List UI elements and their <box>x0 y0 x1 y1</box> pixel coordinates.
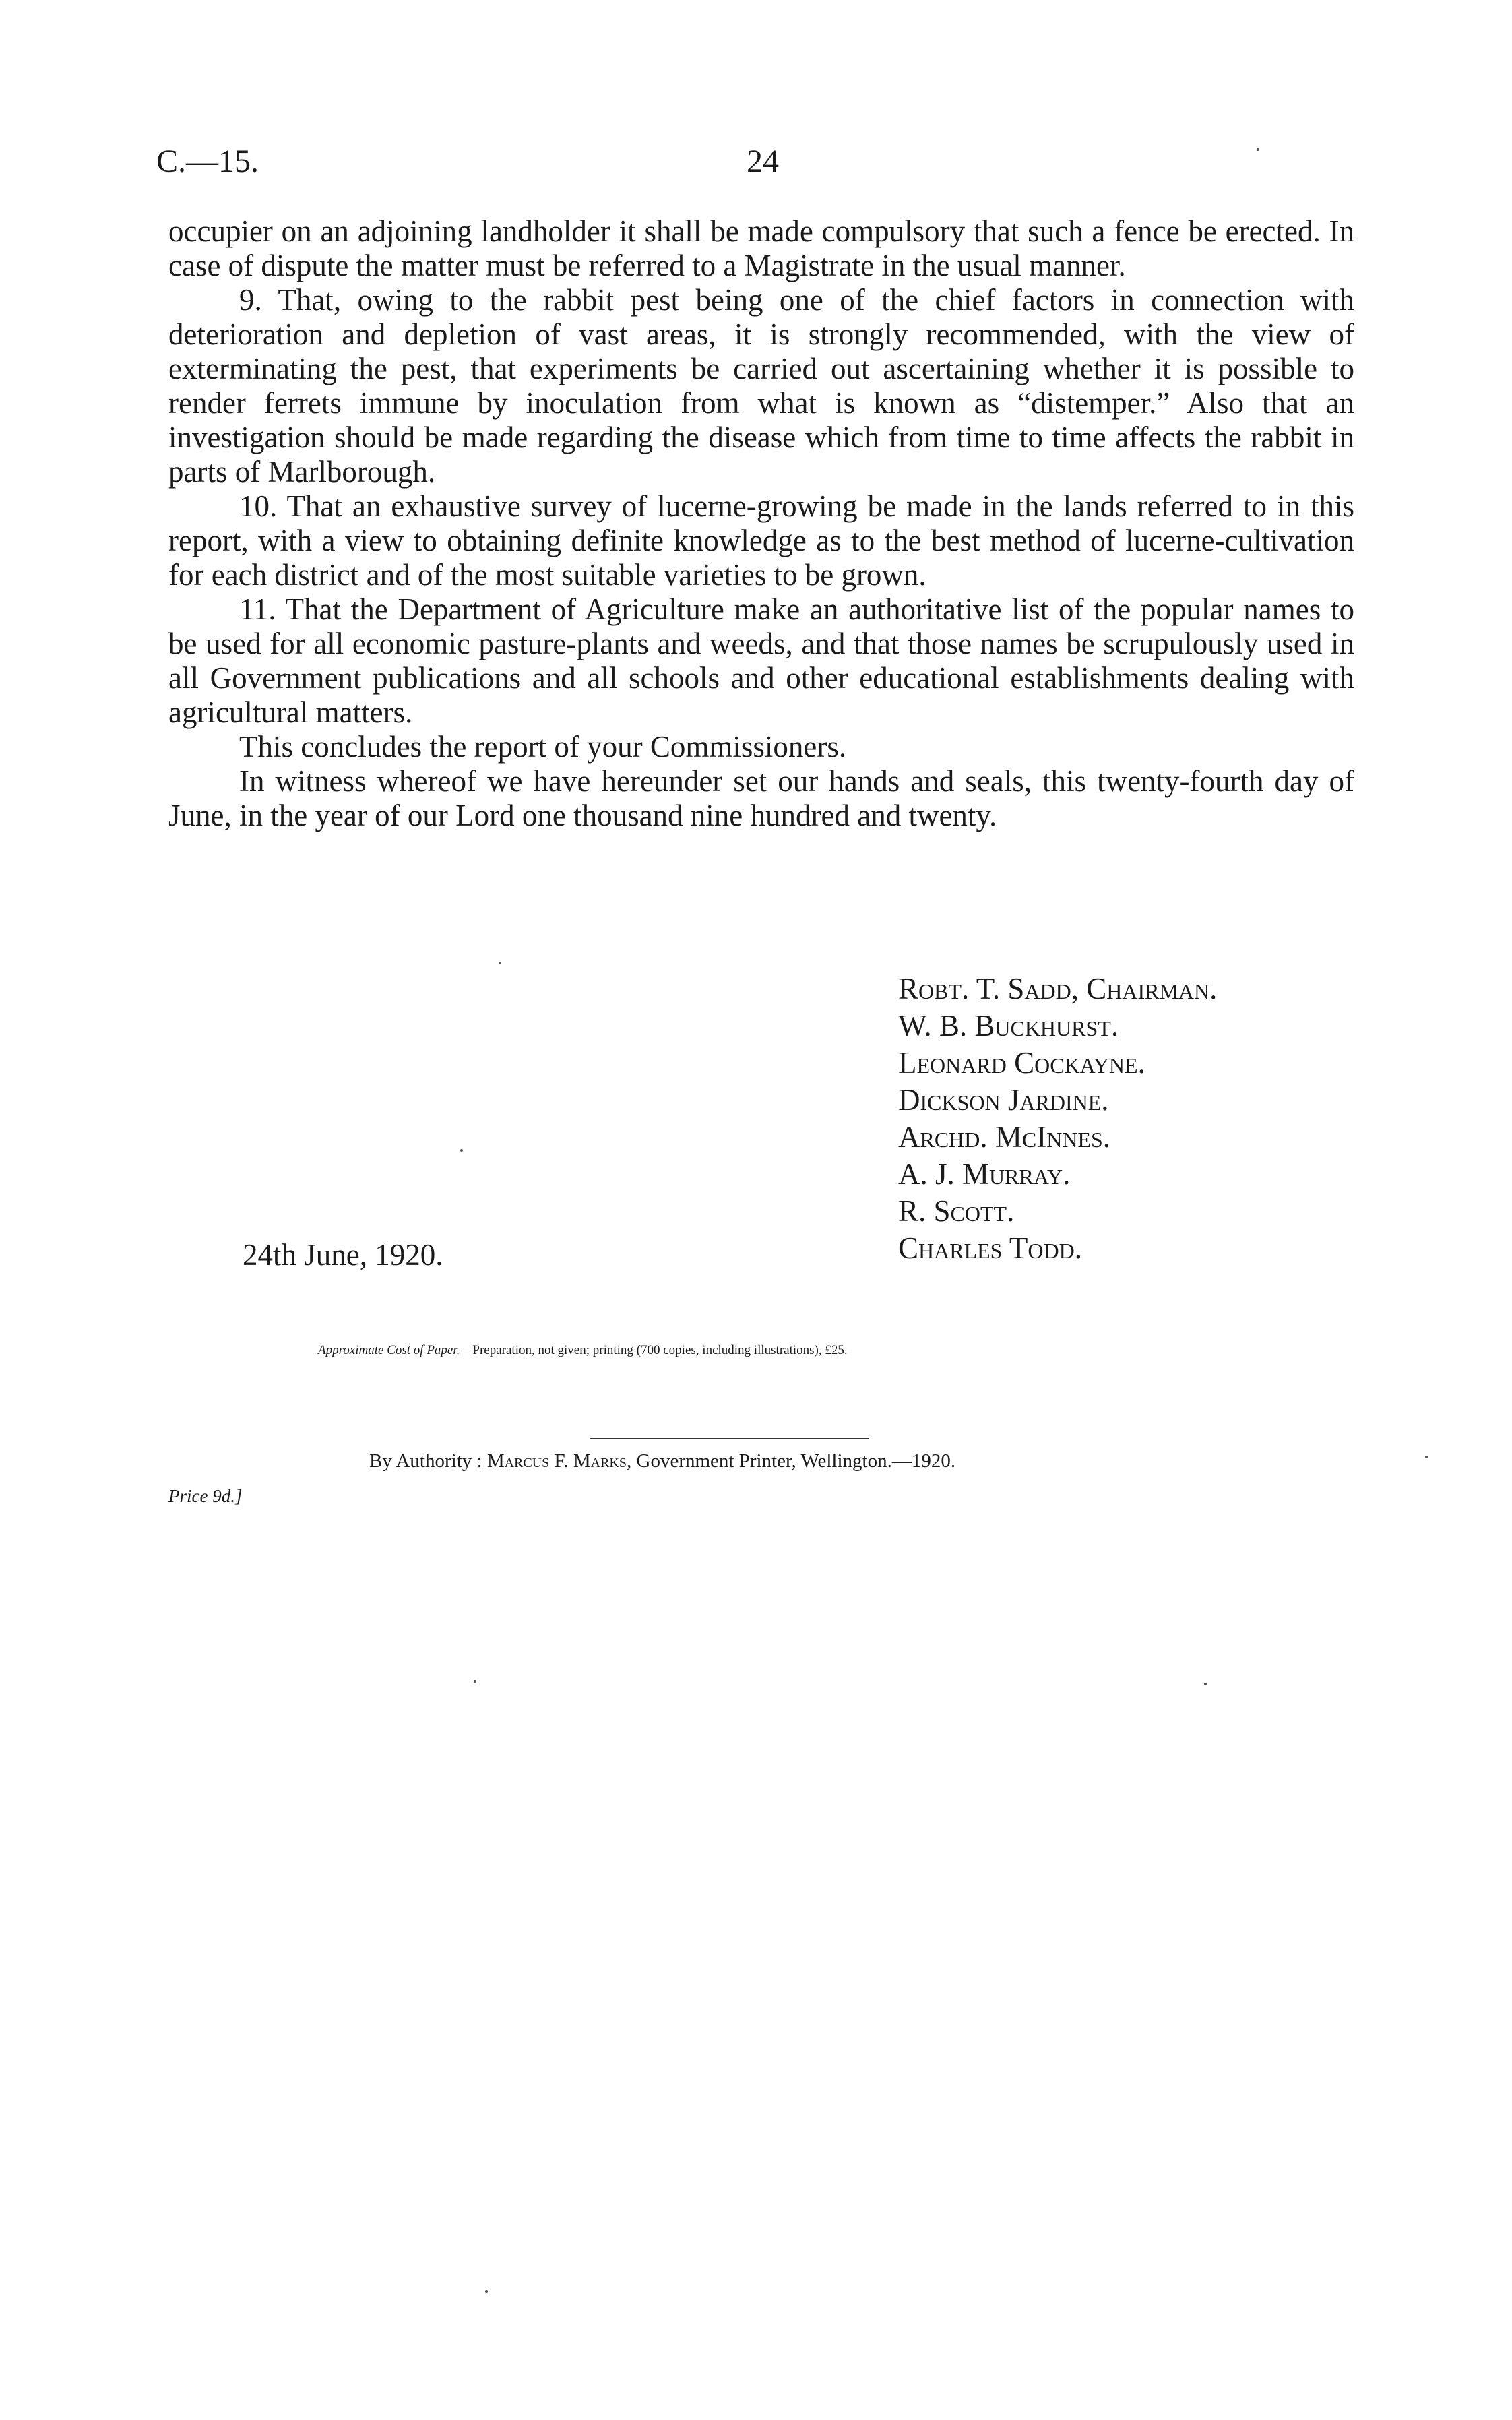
report-body <box>168 214 1354 833</box>
scan-speck <box>460 1149 463 1152</box>
cost-note <box>318 1343 848 1358</box>
paragraph-10: 10. That an exhaustive survey of lucerne-growing be made in the lands referred to in this report, with a view to obtaining definite knowledge as to the best method of lucerne-cultivation for each district and of the most suitable varieties to be grown. <box>168 489 1354 592</box>
imprint-printer-name: Marcus F. Marks <box>486 1450 627 1472</box>
document-reference: C.—15. <box>156 144 259 179</box>
imprint-suffix: , Government Printer, Wellington.—1920. <box>627 1450 956 1472</box>
signature-line: Charles Todd. <box>898 1231 1082 1265</box>
printer-imprint <box>369 1450 955 1472</box>
cost-note-label: Approximate Cost of Paper. <box>318 1343 460 1357</box>
report-date: 24th June, 1920. <box>243 1238 443 1272</box>
paragraph-continuation: occupier on an adjoining landholder it shall be made compulsory that such a fence be erected. In case of dispute the matter must be referred to a Magistrate in the usual manner. <box>168 214 1354 282</box>
divider-rule <box>590 1438 869 1439</box>
signature-block <box>898 970 1217 1267</box>
signature-line: Dickson Jardine. <box>898 1083 1109 1117</box>
concluding-sentence: This concludes the report of your Commissioners. <box>239 730 847 764</box>
scan-speck <box>1257 148 1259 151</box>
signature-chairman: Robt. T. Sadd, Chairman. <box>898 972 1218 1005</box>
scan-speck <box>1425 1456 1428 1458</box>
signature-line: A. J. Murray. <box>898 1157 1071 1191</box>
scan-speck <box>1204 1683 1207 1685</box>
scan-speck <box>474 1680 476 1683</box>
cost-note-text: —Preparation, not given; printing (700 copies, including illustrations), £25. <box>460 1343 848 1357</box>
signature-line: Leonard Cockayne. <box>898 1046 1145 1080</box>
paragraph-9: 9. That, owing to the rabbit pest being one of the chief factors in connection with deterioration and depletion of vast areas, it is strongly recommended, with the view of exterminating the pest, that experiments be carried out ascertaining whether it is possible to render ferrets immune by inoculation from what is known as “distemper.” Also that an investigation should be made regarding the disease which from time to time affects the rabbit in parts of Marlborough. <box>168 283 1354 489</box>
paragraph-11: 11. That the Department of Agriculture make an authoritative list of the popular names to be used for all economic pasture-plants and weeds, and that those names be scrupulously used in all Government publications and all schools and other educational establishments dealing with agricultural matters. <box>168 592 1354 729</box>
page-number: 24 <box>747 144 779 179</box>
scan-speck <box>499 962 501 964</box>
imprint-prefix: By Authority : <box>369 1450 487 1472</box>
signature-line: W. B. Buckhurst. <box>898 1009 1119 1043</box>
witness-clause: In witness whereof we have hereunder set our hands and seals, this twenty-fourth day of June, in the year of our Lord one thousand nine hundred and twenty. <box>168 764 1354 832</box>
signature-line: Archd. McInnes. <box>898 1120 1111 1154</box>
signature-line: R. Scott. <box>898 1194 1015 1228</box>
scan-speck <box>485 2290 488 2293</box>
price-note: Price 9d.] <box>168 1486 243 1506</box>
